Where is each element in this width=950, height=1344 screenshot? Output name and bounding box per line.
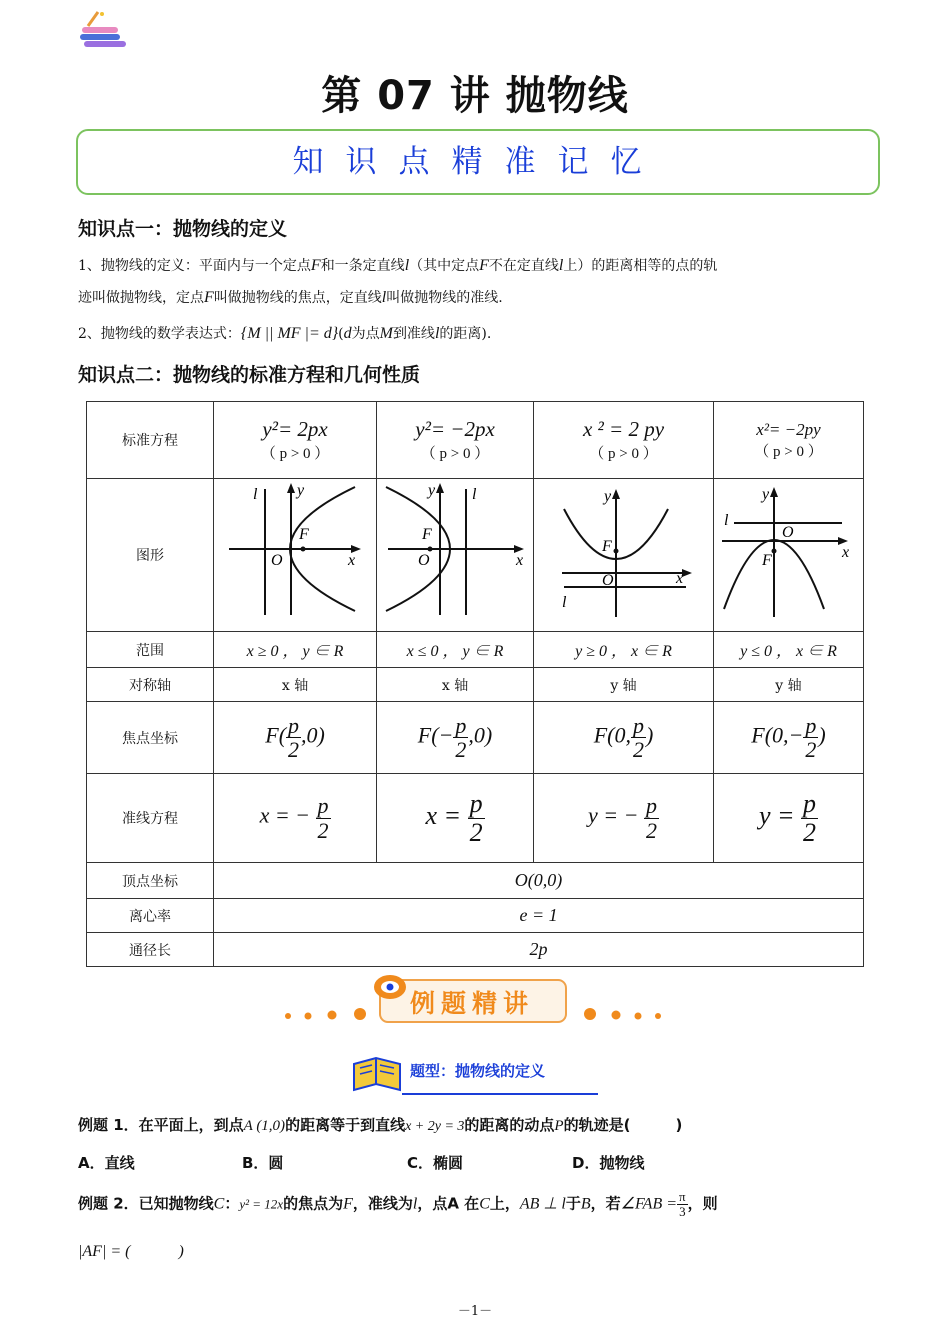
table-row	[87, 402, 864, 479]
parabola-properties-table	[86, 401, 864, 967]
svg-text:x: x	[515, 552, 523, 569]
svg-text:O: O	[782, 524, 795, 541]
graph-cell	[534, 479, 714, 632]
equation-cell: y²= −2px （ p > 0 ）	[377, 402, 534, 479]
focus-cell: F( $\frac{p}{2}$ ,0)	[214, 702, 377, 774]
directrix-cell: x = $\frac{p}{2}$	[377, 774, 534, 863]
table-row	[87, 632, 864, 668]
axis-cell: y 轴	[713, 668, 863, 702]
open-book-icon	[354, 1058, 400, 1090]
svg-text:例题精讲: 例题精讲	[410, 989, 535, 1018]
table-row	[87, 899, 864, 933]
row-label: 准线方程	[87, 774, 214, 863]
option-a: A．直线	[78, 1154, 135, 1172]
examples-banner	[280, 970, 680, 1030]
svg-text:y: y	[297, 482, 305, 499]
latus-cell: 2p	[214, 933, 864, 967]
svg-text:O: O	[601, 572, 614, 589]
graph-cell	[377, 479, 534, 632]
row-label: 对称轴	[87, 668, 214, 702]
question-2: 例题 2．已知抛物线C：y² = 12x的焦点为F，准线为l，点A 在C上，AB ⊥ l于B，若∠FAB = $\frac{\pi}{3}$ ，则	[78, 1189, 718, 1219]
svg-text:F: F	[421, 526, 432, 543]
svg-text:F: F	[601, 538, 612, 555]
range-cell: y ≥ 0 ， x ∈ R	[534, 632, 714, 668]
svg-text:l: l	[561, 594, 567, 611]
row-label: 顶点坐标	[87, 863, 214, 899]
svg-text:x: x	[675, 570, 684, 587]
equation-cell: x²= −2py （ p > 0 ）	[713, 402, 863, 479]
svg-text:l: l	[724, 512, 729, 529]
page-title: 第 07 讲 抛物线	[321, 73, 629, 119]
row-label: 焦点坐标	[87, 702, 214, 774]
section1-paragraph-2: 2、抛物线的数学表达式：{M || MF |= d}(d为点M到准线l的距离).	[78, 325, 492, 342]
row-label: 图形	[87, 479, 214, 632]
focus-cell: F(0,− $\frac{p}{2}$ )	[713, 702, 863, 774]
focus-cell: F(− $\frac{p}{2}$ ,0)	[377, 702, 534, 774]
svg-text:y: y	[603, 488, 612, 505]
parabola-down-graph	[714, 479, 862, 627]
subtopic-heading	[350, 1050, 600, 1100]
section1-heading: 知识点一：抛物线的定义	[78, 218, 288, 240]
svg-text:l: l	[471, 486, 476, 503]
row-label: 离心率	[87, 899, 214, 933]
table-row	[87, 668, 864, 702]
svg-text:l: l	[253, 486, 258, 503]
directrix-cell: y = − $\frac{p}{2}$	[534, 774, 714, 863]
svg-text:题型：抛物线的定义: 题型：抛物线的定义	[410, 1062, 546, 1080]
svg-text:F: F	[299, 526, 309, 543]
range-cell: y ≤ 0 ， x ∈ R	[713, 632, 863, 668]
option-d: D．抛物线	[572, 1154, 645, 1172]
svg-text:O: O	[417, 552, 430, 569]
section1-paragraph-1: 1、抛物线的定义：平面内与一个定点F和一条定直线l（其中定点F不在定直线l上）的距离相等的点的轨 迹叫做抛物线，定点F叫做抛物线的焦点，定直线l叫做抛物线的准线.	[78, 257, 718, 306]
svg-text:F: F	[762, 552, 773, 569]
svg-text:O: O	[271, 552, 283, 569]
table-row	[87, 863, 864, 899]
directrix-cell: x = − $\frac{p}{2}$	[214, 774, 377, 863]
row-label: 范围	[87, 632, 214, 668]
eccentricity-cell: e = 1	[214, 899, 864, 933]
svg-text:y: y	[762, 486, 770, 503]
table-row	[87, 479, 864, 632]
option-c: C．椭圆	[407, 1154, 464, 1172]
row-label: 通径长	[87, 933, 214, 967]
range-cell: x ≥ 0 ， y ∈ R	[214, 632, 377, 668]
parabola-up-graph	[536, 479, 711, 627]
range-cell: x ≤ 0 ， y ∈ R	[377, 632, 534, 668]
table-row	[87, 702, 864, 774]
section2-heading: 知识点二：抛物线的标准方程和几何性质	[78, 364, 421, 386]
option-b: B．圆	[242, 1154, 284, 1172]
table-row	[87, 933, 864, 967]
svg-text:x: x	[348, 552, 356, 569]
parabola-left-graph	[378, 479, 533, 627]
focus-cell: F(0, $\frac{p}{2}$ )	[534, 702, 714, 774]
graph-cell	[214, 479, 377, 632]
equation-cell: y²= 2px （ p > 0 ）	[214, 402, 377, 479]
row-label: 标准方程	[87, 402, 214, 479]
axis-cell: y 轴	[534, 668, 714, 702]
axis-cell: x 轴	[377, 668, 534, 702]
vertex-cell: O(0,0)	[214, 863, 864, 899]
svg-text:x: x	[842, 544, 850, 561]
graph-cell	[713, 479, 863, 632]
table-row	[87, 774, 864, 863]
equation-cell: x ² = 2 py （ p > 0 ）	[534, 402, 714, 479]
question-2-line-2: |AF| = ( )	[78, 1243, 184, 1260]
knowledge-banner: 知识点精准记忆	[76, 129, 880, 195]
question-1: 例题 1．在平面上，到点A (1,0)的距离等于到直线x + 2y = 3的距离的动点P的轨迹是( )	[78, 1116, 683, 1134]
books-logo-icon	[78, 10, 128, 50]
svg-text:y: y	[427, 482, 435, 499]
axis-cell: x 轴	[214, 668, 377, 702]
directrix-cell: y = $\frac{p}{2}$	[713, 774, 863, 863]
page-number: －1－	[457, 1304, 493, 1319]
parabola-right-graph	[215, 479, 375, 627]
